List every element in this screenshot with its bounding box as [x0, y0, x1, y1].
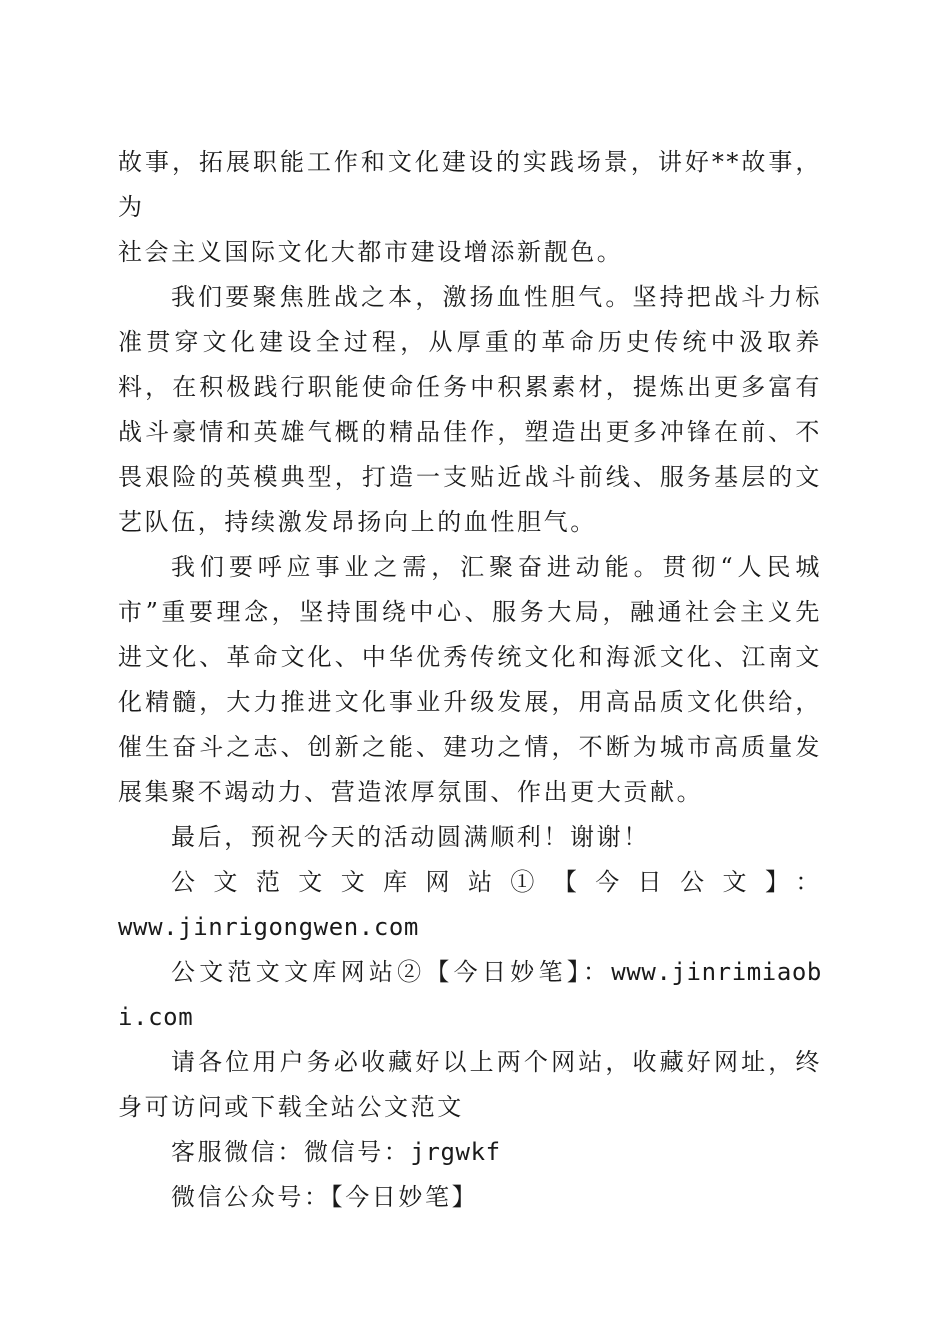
text-line: 文化、革命文化、中华优秀传统文化和海派文化、江南文化精 — [118, 643, 823, 716]
text-line: 我们要聚焦胜战之本，激扬血性胆气。坚持把战斗力标准 — [118, 283, 822, 356]
text-line: 模典型，打造一支贴近战斗前线、服务基层的文艺队伍，持续 — [118, 463, 822, 536]
text-line: 髓，大力推进文化事业升级发展，用高品质文化供给，催生奋 — [118, 688, 823, 761]
paragraph-career-momentum — [118, 545, 822, 815]
paragraph-continuation — [118, 140, 822, 275]
text-line: 可访问或下载全站公文范文 — [144, 1093, 464, 1121]
text-line: 激发昂扬向上的血性胆气。 — [277, 508, 597, 536]
site2-label: 公文范文文库网站②【今日妙笔】： — [171, 958, 612, 986]
site2-url: www.jinrimiaobi.com — [118, 958, 822, 1031]
text-line: 我们要呼应事业之需，汇聚奋进动能。贯彻“人民城 — [171, 553, 822, 581]
paragraph-battle-spirit — [118, 275, 822, 545]
service-wechat-id: jrgwkf — [410, 1138, 501, 1166]
site2-line — [118, 950, 822, 1040]
text-line: 社会主义国际文化大都市建设增添新靓色。 — [118, 238, 624, 266]
text-line: 故事，拓展职能工作和文化建设的实践场景，讲好**故事，为 — [118, 148, 822, 221]
notice-paragraph — [118, 1040, 822, 1130]
text-line: 请各位用户务必收藏好以上两个网站，收藏好网址，终身 — [118, 1048, 822, 1121]
text-line: 积极践行职能使命任务中积累素材，提炼出更多富有战斗豪情 — [118, 373, 822, 446]
text-line: 斗之志、创新之能、建功之情，不断为城市高质量发展集聚不 — [118, 733, 822, 806]
official-account-line: 微信公众号：【今日妙笔】 — [171, 1183, 479, 1211]
text-line: 竭动力、营造浓厚氛围、作出更大贡献。 — [224, 778, 704, 806]
document-page — [118, 140, 822, 1220]
text-line: 贯穿文化建设全过程，从厚重的革命历史传统中汲取养料，在 — [118, 328, 822, 401]
closing-remark: 最后，预祝今天的活动圆满顺利！谢谢！ — [171, 823, 650, 851]
service-label: 客服微信：微信号： — [171, 1138, 411, 1166]
service-wechat-line — [118, 1130, 822, 1175]
site1-url: www.jinrigongwen.com — [118, 913, 419, 941]
text-line: 市”重要理念，坚持围绕中心、服务大局，融通社会主义先进 — [118, 598, 822, 671]
site1-label: 公文范文文库网站①【今日公文】： — [171, 868, 822, 896]
text-line: 和英雄气概的精品佳作，塑造出更多冲锋在前、不畏艰险的英 — [118, 418, 822, 491]
